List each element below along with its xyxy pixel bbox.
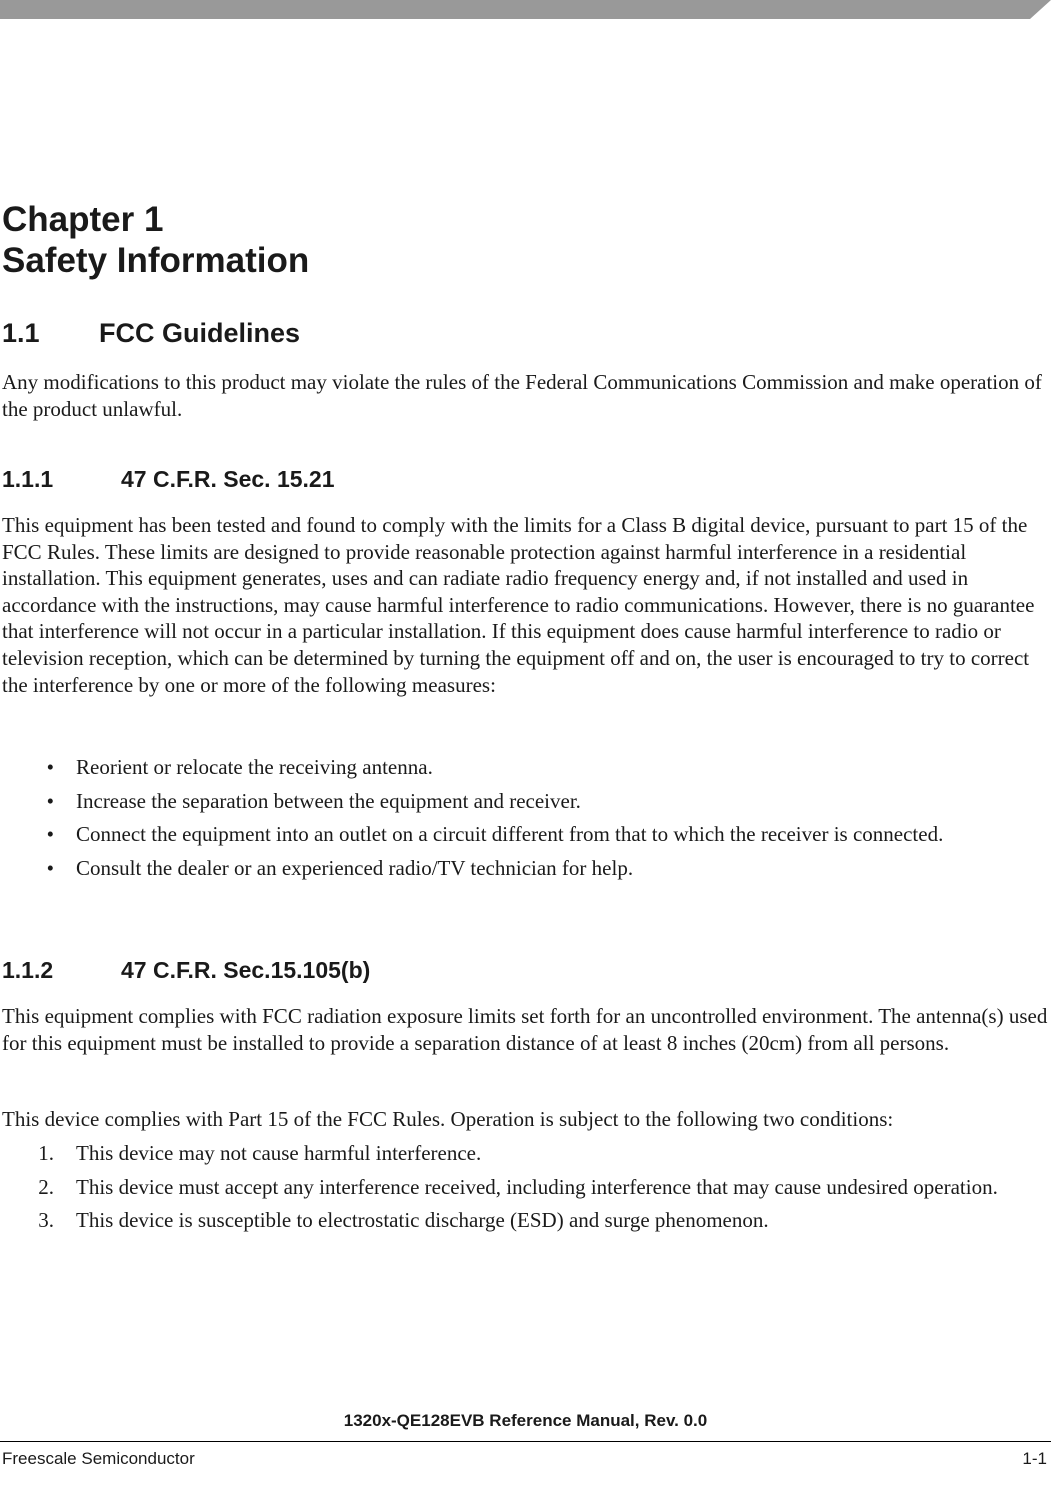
section-title: 47 C.F.R. Sec.15.105(b) bbox=[121, 957, 371, 983]
section-heading-1-1-1 bbox=[2, 465, 335, 493]
section-title: 47 C.F.R. Sec. 15.21 bbox=[121, 466, 335, 492]
list-item: 2. This device must accept any interference received, including interference that may cause undesired operation. bbox=[38, 1174, 998, 1199]
footer-document-title: 1320x-QE128EVB Reference Manual, Rev. 0.0 bbox=[343, 1411, 708, 1430]
footer-company: Freescale Semiconductor bbox=[2, 1449, 195, 1468]
footer-page-number: 1-1 bbox=[1022, 1449, 1047, 1468]
header-bar bbox=[0, 0, 1051, 19]
sec-15-105-paragraph: This equipment complies with FCC radiation exposure limits set forth for an uncontrolled environment. The antenna(s) used for this equipment must be installed to provide a separation distance of at least 8 inches (20cm) from all persons. bbox=[2, 1004, 1048, 1055]
section-number: 1.1.2 bbox=[2, 957, 54, 983]
section-heading-1-1 bbox=[2, 317, 300, 349]
list-item: • Consult the dealer or an experienced radio/TV technician for help. bbox=[46, 855, 634, 880]
list-item: 1. This device may not cause harmful interference. bbox=[38, 1141, 482, 1165]
chapter-number: Chapter 1 bbox=[2, 200, 164, 239]
measures-list bbox=[2, 754, 1051, 888]
part-15-paragraph: This device complies with Part 15 of the FCC Rules. Operation is subject to the following two conditions: bbox=[2, 1107, 894, 1131]
list-item: • Increase the separation between the equipment and receiver. bbox=[46, 788, 581, 813]
list-item: • Reorient or relocate the receiving antenna. bbox=[46, 755, 433, 779]
list-item: • Connect the equipment into an outlet on a circuit different from that to which the receiver is connected. bbox=[46, 822, 944, 847]
conditions-list bbox=[2, 1140, 1051, 1241]
section-number: 1.1 bbox=[2, 318, 40, 348]
section-number: 1.1.1 bbox=[2, 466, 54, 492]
footer-divider bbox=[0, 1441, 1051, 1442]
list-item: 3. This device is susceptible to electrostatic discharge (ESD) and surge phenomenon. bbox=[38, 1208, 769, 1233]
sec-15-21-paragraph: This equipment has been tested and found to comply with the limits for a Class B digital device, pursuant to part 15 of the FCC Rules. These limits are designed to provide reasonable protection against harmful interference in a residential installation. This equipment generates, uses and can radiate radio frequency energy and, if not installed and used in accordance with the instructions, may cause harmful interference to radio communications. However, there is no guarantee that interference will not occur in a particular installation. If this equipment does cause harmful interference to radio or television reception, which can be determined by turning the equipment off and on, the user is encouraged to try to correct the interference by one or more of the following measures: bbox=[2, 513, 1035, 697]
section-title: FCC Guidelines bbox=[99, 318, 301, 348]
chapter-title: Safety Information bbox=[2, 241, 310, 280]
chapter-heading bbox=[2, 199, 309, 281]
section-heading-1-1-2 bbox=[2, 956, 370, 984]
fcc-intro-paragraph: Any modifications to this product may violate the rules of the Federal Communications Commission and make operation of the product unlawful. bbox=[2, 370, 1042, 421]
